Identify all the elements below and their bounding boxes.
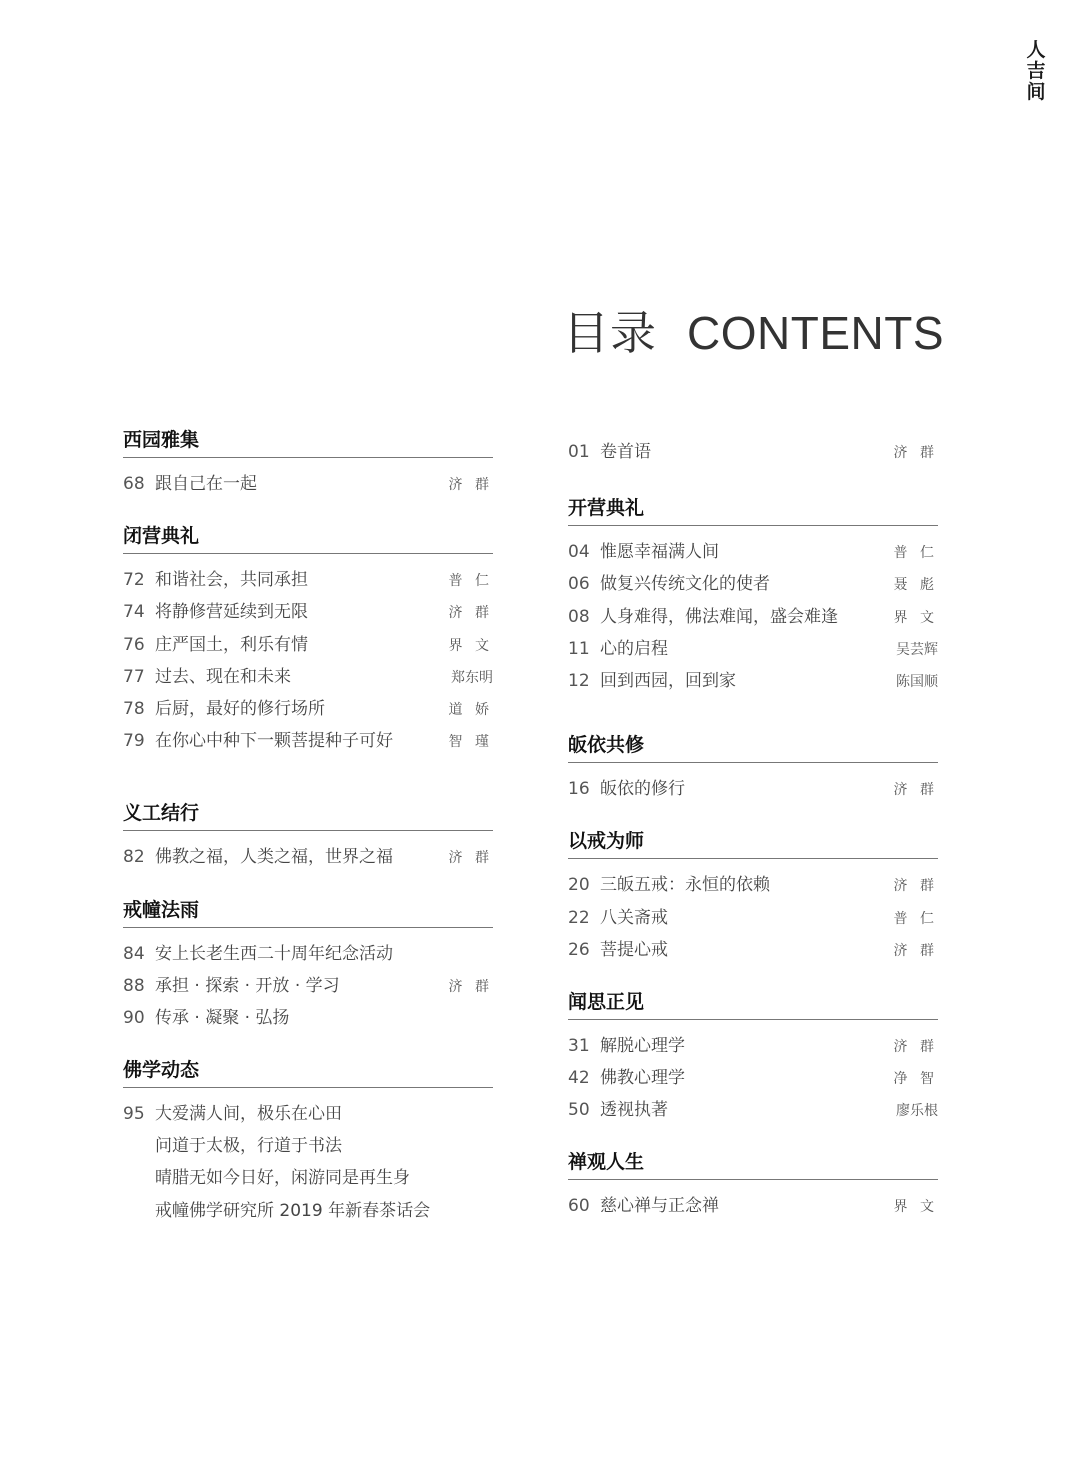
toc-entry[interactable] xyxy=(123,661,493,693)
page-number: 04 xyxy=(568,542,590,563)
entry-title: 三皈五戒：永恒的依赖 xyxy=(600,875,770,896)
page-number: 88 xyxy=(123,975,145,996)
toc-section xyxy=(123,898,493,1035)
toc-entry[interactable] xyxy=(123,468,493,500)
page-number: 72 xyxy=(123,570,145,591)
entry-title: 庄严国土，利乐有情 xyxy=(155,634,308,655)
toc-entry[interactable] xyxy=(123,1130,493,1162)
entry-title: 和谐社会，共同承担 xyxy=(155,570,308,591)
page-number: 82 xyxy=(123,847,145,868)
page-number: 84 xyxy=(123,943,145,964)
toc-section xyxy=(568,1150,938,1222)
page-number: 95 xyxy=(123,1104,145,1125)
entry-author: 道 娇 xyxy=(448,701,493,718)
page-number: 68 xyxy=(123,474,145,494)
left-column xyxy=(123,428,493,1251)
page-number: 50 xyxy=(568,1100,590,1121)
toc-entry[interactable] xyxy=(568,902,938,934)
toc-entry[interactable] xyxy=(568,934,938,966)
page-number: 11 xyxy=(568,638,590,659)
entry-author: 吴芸辉 xyxy=(896,641,938,658)
entry-title: 八关斋戒 xyxy=(600,907,668,928)
logo-char: 人 xyxy=(1026,39,1046,61)
section-heading: 开营典礼 xyxy=(568,496,938,526)
entry-title: 人身难得，佛法难闻，盛会难逢 xyxy=(600,606,838,627)
entry-author: 济 群 xyxy=(448,850,493,867)
entry-author: 界 文 xyxy=(893,609,938,626)
toc-entry[interactable] xyxy=(123,564,493,596)
entry-title: 戒幢佛学研究所 2019 年新春茶话会 xyxy=(155,1200,431,1221)
entry-author: 济 群 xyxy=(893,878,938,895)
entry-author: 济 群 xyxy=(893,1038,938,1055)
toc-entry[interactable] xyxy=(123,596,493,628)
toc-entry[interactable] xyxy=(568,1190,938,1222)
section-heading: 义工结行 xyxy=(123,801,493,831)
entry-author: 廖乐根 xyxy=(896,1103,938,1120)
logo-char: 间 xyxy=(1026,81,1046,103)
entry-title: 解脱心理学 xyxy=(600,1035,685,1056)
toc-entry[interactable] xyxy=(568,665,938,697)
right-column xyxy=(568,436,938,1247)
entry-title: 皈依的修行 xyxy=(600,779,685,800)
page-number: 01 xyxy=(568,442,590,462)
entry-title: 做复兴传统文化的使者 xyxy=(600,574,770,595)
page-number: 08 xyxy=(568,606,590,627)
toc-entry[interactable] xyxy=(123,1195,493,1227)
page-number: 90 xyxy=(123,1007,145,1028)
page-number: 31 xyxy=(568,1035,590,1056)
toc-section xyxy=(568,496,938,697)
page-number: 42 xyxy=(568,1068,590,1089)
entry-title: 卷首语 xyxy=(600,442,651,462)
entry-author: 普 仁 xyxy=(448,573,493,590)
toc-entry[interactable] xyxy=(568,1030,938,1062)
page-number: 06 xyxy=(568,574,590,595)
toc-entry[interactable] xyxy=(568,601,938,633)
toc-entry-foreword[interactable] xyxy=(568,436,938,468)
entry-author: 郑东明 xyxy=(451,669,493,686)
toc-section xyxy=(568,990,938,1127)
entry-title: 慈心禅与正念禅 xyxy=(600,1196,719,1217)
toc-entry[interactable] xyxy=(123,1162,493,1194)
page-number: 77 xyxy=(123,666,145,687)
entry-author: 界 文 xyxy=(448,637,493,654)
entry-title: 佛教心理学 xyxy=(600,1068,685,1089)
toc-section xyxy=(123,428,493,500)
entry-title: 在你心中种下一颗菩提种子可好 xyxy=(155,731,393,752)
page-number: 20 xyxy=(568,875,590,896)
entry-title: 跟自己在一起 xyxy=(155,474,257,494)
page-number: 26 xyxy=(568,939,590,960)
entry-title: 安上长老生西二十周年纪念活动 xyxy=(155,943,393,964)
toc-entry[interactable] xyxy=(568,536,938,568)
page-number: 76 xyxy=(123,634,145,655)
title-en: CONTENTS xyxy=(687,307,944,359)
toc-entry[interactable] xyxy=(123,938,493,970)
page-number: 78 xyxy=(123,698,145,719)
section-heading: 皈依共修 xyxy=(568,733,938,763)
entry-author: 济 群 xyxy=(893,782,938,799)
entry-title: 惟愿幸福满人间 xyxy=(600,542,719,563)
entry-author: 聂 彪 xyxy=(893,577,938,594)
entry-title: 过去、现在和未来 xyxy=(155,666,291,687)
entry-author: 陈国顺 xyxy=(896,673,938,690)
entry-author: 普 仁 xyxy=(893,910,938,927)
magazine-logo xyxy=(1024,40,1048,103)
entry-title: 后厨，最好的修行场所 xyxy=(155,698,325,719)
toc-entry[interactable] xyxy=(123,1002,493,1034)
section-heading: 西园雅集 xyxy=(123,428,493,458)
page-number: 74 xyxy=(123,602,145,623)
entry-title: 大爱满人间，极乐在心田 xyxy=(155,1104,342,1125)
section-heading: 闻思正见 xyxy=(568,990,938,1020)
toc-section xyxy=(568,733,938,805)
entry-title: 菩提心戒 xyxy=(600,939,668,960)
entry-author: 济 群 xyxy=(893,942,938,959)
entry-title: 心的启程 xyxy=(600,638,668,659)
section-heading: 禅观人生 xyxy=(568,1150,938,1180)
entry-title: 传承 · 凝聚 · 弘扬 xyxy=(155,1007,290,1028)
title-zh: 目录 xyxy=(563,306,657,360)
toc-section xyxy=(123,524,493,757)
toc-section xyxy=(123,1058,493,1227)
entry-author: 智 瑾 xyxy=(448,734,493,751)
toc-entry[interactable] xyxy=(123,725,493,757)
toc-entry[interactable] xyxy=(568,568,938,600)
toc-entry[interactable] xyxy=(568,1062,938,1094)
toc-entry[interactable] xyxy=(568,633,938,665)
entry-author: 济 群 xyxy=(448,477,493,493)
section-heading: 以戒为师 xyxy=(568,829,938,859)
entry-title: 佛教之福，人类之福，世界之福 xyxy=(155,847,393,868)
page-number: 12 xyxy=(568,670,590,691)
section-heading: 戒幢法雨 xyxy=(123,898,493,928)
entry-author: 普 仁 xyxy=(893,545,938,562)
entry-title: 将静修营延续到无限 xyxy=(155,602,308,623)
page-number: 79 xyxy=(123,731,145,752)
entry-title: 问道于太极，行道于书法 xyxy=(155,1136,342,1157)
page-number: 60 xyxy=(568,1196,590,1217)
entry-title: 回到西园，回到家 xyxy=(600,670,736,691)
entry-author: 济 群 xyxy=(448,605,493,622)
toc-entry[interactable] xyxy=(568,773,938,805)
toc-section xyxy=(123,801,493,873)
section-heading: 佛学动态 xyxy=(123,1058,493,1088)
toc-entry[interactable] xyxy=(123,841,493,873)
toc-section xyxy=(568,829,938,966)
entry-author: 济 群 xyxy=(893,445,938,461)
toc-entry[interactable] xyxy=(568,1094,938,1126)
toc-entry[interactable] xyxy=(123,970,493,1002)
page-number: 16 xyxy=(568,779,590,800)
entry-title: 晴腊无如今日好，闲游同是再生身 xyxy=(155,1168,410,1189)
toc-entry[interactable] xyxy=(123,1098,493,1130)
logo-char: 吉 xyxy=(1026,60,1046,82)
entry-author: 济 群 xyxy=(448,978,493,995)
entry-title: 承担 · 探索 · 开放 · 学习 xyxy=(155,975,340,996)
section-heading: 闭营典礼 xyxy=(123,524,493,554)
entry-author: 净 智 xyxy=(893,1071,938,1088)
entry-author: 界 文 xyxy=(893,1199,938,1216)
toc-entry[interactable] xyxy=(123,693,493,725)
toc-entry[interactable] xyxy=(123,629,493,661)
page-number: 22 xyxy=(568,907,590,928)
page-title xyxy=(563,306,944,360)
entry-title: 透视执著 xyxy=(600,1100,668,1121)
toc-entry[interactable] xyxy=(568,869,938,901)
